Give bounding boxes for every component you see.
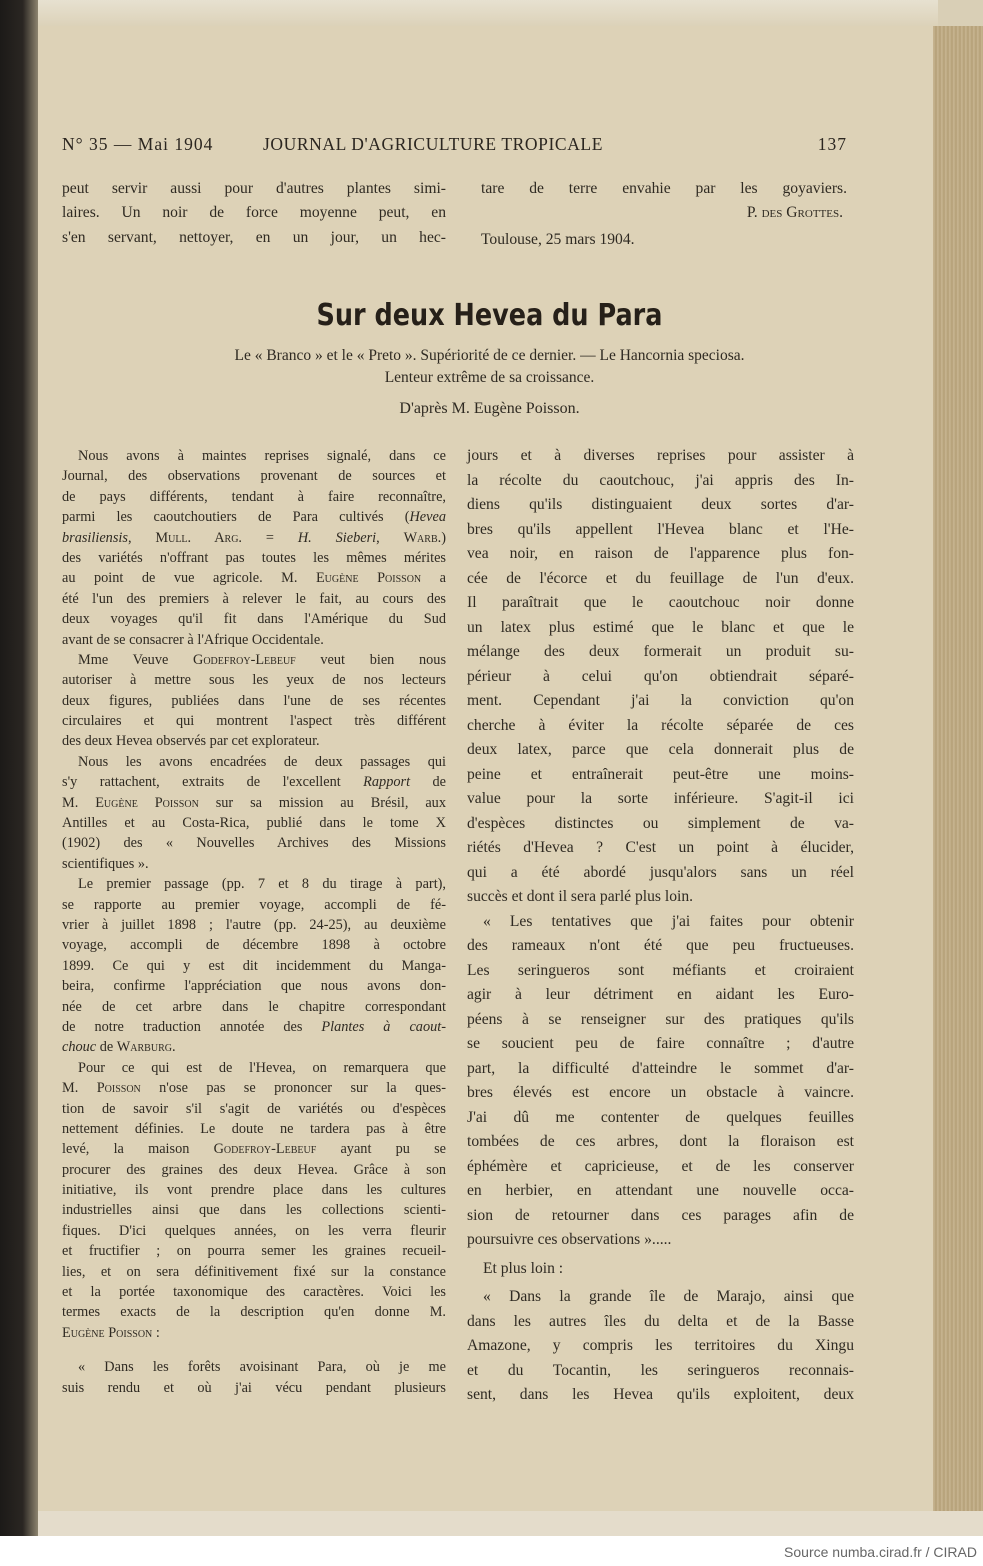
text-line: Le premier passage (pp. 7 et 8 du tirage à part), bbox=[78, 876, 446, 893]
page-top-edge bbox=[38, 0, 938, 26]
text-line: diens qu'ils distinguaient deux sortes d'ar- bbox=[467, 496, 854, 513]
text-line: tare de terre envahie par les goyaviers. bbox=[481, 180, 847, 197]
text-line: s'y rattachent, extraits de l'excellent Rapport de bbox=[62, 774, 446, 791]
text-line: de notre traduction annotée des Plantes à caout- bbox=[62, 1018, 446, 1035]
text-line: J'ai dû me contenter de quelques feuilles bbox=[467, 1108, 854, 1126]
text-line: Et plus loin : bbox=[483, 1259, 564, 1277]
text-line: procurer des graines des deux Hevea. Grâce à son bbox=[62, 1161, 446, 1178]
text-line: Nous avons à maintes reprises signalé, dans ce bbox=[78, 448, 446, 464]
text-line: deux figures, publiées dans l'une de ses récentes bbox=[62, 692, 446, 709]
text-line: des deux Hevea observés par cet explorateur. bbox=[62, 733, 320, 750]
text-line: dans les autres îles du delta et de la Basse bbox=[467, 1312, 854, 1330]
text-line: sent, dans les Hevea qu'ils exploitent, deux bbox=[467, 1386, 854, 1403]
small-caps-text: Warburg bbox=[116, 1039, 172, 1056]
text-line: ment. Cependant j'ai la conviction qu'on bbox=[467, 692, 854, 709]
text-line: de pays différents, tendant à faire reconnaître, bbox=[62, 488, 446, 505]
text-line: poursuivre ces observations »..... bbox=[467, 1231, 672, 1248]
right-column bbox=[467, 444, 854, 1408]
text-line: autoriser à mettre sous les yeux de nos lecteurs bbox=[62, 672, 446, 689]
text-line: agir à leur détriment en aidant les Euro- bbox=[467, 986, 854, 1003]
page-bottom-edge bbox=[38, 1511, 983, 1536]
text-line: été l'un des premiers à relever le fait, au cours des bbox=[62, 590, 446, 607]
text-line: Mme Veuve Godefroy-Lebeuf veut bien nous bbox=[78, 651, 447, 668]
previous-article-right bbox=[481, 177, 847, 252]
text-line: péens à se renseigner sur des pratiques qu'ils bbox=[467, 1010, 854, 1028]
text-line: Journal, des observations provenant de sources et bbox=[62, 468, 446, 485]
text-line: un latex plus estimé que le blanc et que le bbox=[467, 618, 854, 636]
article-title: Sur deux Hevea du Para bbox=[316, 298, 663, 333]
text-line: qui a été abordé jusqu'alors sans un réel bbox=[467, 863, 854, 881]
running-header bbox=[62, 134, 847, 158]
text-line: scientifiques ». bbox=[62, 855, 149, 872]
text-line: cée de l'écorce et du feuillage de l'un d'eux. bbox=[467, 569, 854, 587]
text-line: M. Poisson n'ose pas se prononcer sur la ques- bbox=[62, 1080, 446, 1097]
dateline: Toulouse, 25 mars 1904. bbox=[481, 230, 635, 248]
text-line: des variétés n'offrant pas toutes les mêmes mérites bbox=[62, 549, 446, 566]
text-line: lies, et on sera définitivement fixé sur la constance bbox=[62, 1263, 446, 1280]
italic-text: Rapport bbox=[363, 774, 411, 791]
text-line: termes exacts de la description qu'en donne M. bbox=[62, 1304, 446, 1321]
small-caps-text: Eugène Poisson bbox=[315, 570, 422, 587]
article-subtitle: Le « Branco » et le « Preto ». Supériorité de ce dernier. — Le Hancornia speciosa. bbox=[234, 347, 745, 364]
text-line: Pour ce qui est de l'Hevea, on remarquera que bbox=[78, 1059, 446, 1076]
text-line: part, la difficulté d'atteindre le sommet d'ar- bbox=[467, 1059, 854, 1077]
binding-edge bbox=[0, 0, 38, 1536]
text-line: parmi les caoutchoutiers de Para cultivés (Hevea bbox=[62, 509, 446, 526]
text-line: bres qu'ils appellent l'Hevea blanc et l'He- bbox=[467, 520, 854, 538]
text-line: peut servir aussi pour d'autres plantes simi- bbox=[62, 180, 446, 197]
text-line: née de cet arbre dans le chapitre correspondant bbox=[62, 998, 446, 1015]
small-caps-text: Eugène Poisson bbox=[95, 794, 199, 811]
text-line: des rameaux n'ont été que peu fructueuses. bbox=[467, 937, 854, 954]
text-line: s'en servant, nettoyer, en un jour, un hec- bbox=[62, 228, 446, 246]
italic-text: brasiliensis bbox=[62, 529, 128, 546]
small-caps-text: Poisson bbox=[96, 1080, 141, 1097]
text-line: vrier à juillet 1898 ; l'autre (pp. 24-25), au deuxième bbox=[62, 916, 446, 933]
text-line: chouc de Warburg. bbox=[62, 1039, 176, 1056]
text-line: vea noir, en raison de l'apparence plus fon- bbox=[467, 545, 854, 562]
text-line: M. Eugène Poisson sur sa mission au Brésil, aux bbox=[62, 794, 446, 811]
article-subtitle: Lenteur extrême de sa croissance. bbox=[384, 369, 595, 386]
italic-text: Plantes à caout- bbox=[321, 1018, 446, 1035]
text-line: « Les tentatives que j'ai faites pour obtenir bbox=[483, 912, 854, 930]
text-line: industrielles ainsi que dans les collections scienti- bbox=[62, 1202, 446, 1219]
text-line: tion de savoir s'il s'agit de variétés ou d'espèces bbox=[62, 1100, 446, 1117]
text-line: éphémère et capricieuse, et de les conserver bbox=[467, 1157, 854, 1175]
text-line: « Dans les forêts avoisinant Para, où je me bbox=[78, 1359, 446, 1376]
text-line: avant de se consacrer à l'Afrique Occidentale. bbox=[62, 631, 324, 648]
text-line: deux voyages qu'il fit dans l'Amérique du Sud bbox=[62, 611, 446, 628]
italic-text: chouc bbox=[62, 1039, 97, 1056]
text-line: Antilles et au Costa-Rica, publié dans le tome X bbox=[62, 815, 446, 832]
text-line: cherche à éviter la récolte séparée de ces bbox=[467, 716, 854, 734]
text-line: tombées de ces arbres, dont la floraison est bbox=[467, 1133, 854, 1150]
small-caps-text: Mull. Arg. bbox=[155, 529, 242, 546]
issue-date: N° 35 — Mai 1904 bbox=[62, 134, 214, 154]
text-line: d'espèces distinctes ou simplement de va- bbox=[467, 814, 854, 832]
text-line: initiative, ils vont prendre place dans les cultures bbox=[62, 1182, 446, 1199]
text-line: succès et dont il sera parlé plus loin. bbox=[467, 888, 694, 905]
previous-article-left bbox=[62, 177, 446, 250]
text-line: nettement définies. Le doute ne tardera pas à être bbox=[62, 1120, 446, 1137]
text-line: Il paraîtrait que le caoutchouc noir donne bbox=[467, 594, 854, 611]
article-byline: D'après M. Eugène Poisson. bbox=[399, 400, 580, 417]
text-line: fiques. D'ici quelques années, on les verra fleurir bbox=[62, 1222, 446, 1239]
text-line: jours et à diverses reprises pour assister à bbox=[467, 447, 854, 464]
text-line: deux latex, parce que cela donnerait plus de bbox=[467, 741, 854, 758]
page-stack-edge bbox=[930, 26, 983, 1511]
text-line: « Dans la grande île de Marajo, ainsi que bbox=[483, 1288, 854, 1305]
page bbox=[38, 26, 933, 1511]
text-line: se soucient peu de faire connaître ; d'autre bbox=[467, 1035, 854, 1052]
source-credit: Source numba.cirad.fr / CIRAD bbox=[784, 1544, 977, 1560]
text-line: Eugène Poisson : bbox=[62, 1324, 160, 1341]
left-column bbox=[62, 446, 446, 1398]
italic-text: Hevea bbox=[409, 509, 446, 526]
italic-text: H. Sieberi bbox=[297, 529, 377, 546]
small-caps-text: Godefroy-Lebeuf bbox=[213, 1141, 317, 1158]
text-line: en herbier, en attendant une nouvelle occa- bbox=[467, 1182, 854, 1199]
text-line: sion de retourner dans ces parages afin de bbox=[467, 1206, 854, 1224]
text-line: voyage, accompli de décembre 1898 à octobre bbox=[62, 937, 446, 954]
text-line: suis rendu et où j'ai vécu pendant plusieurs bbox=[62, 1379, 446, 1396]
text-line: value pour la sorte inférieure. S'agit-il ici bbox=[467, 790, 854, 807]
text-line: mélange des deux formerait un produit su- bbox=[467, 643, 854, 660]
small-caps-text: Warb. bbox=[403, 529, 442, 546]
text-line: circulaires et qui montrent l'aspect très différent bbox=[62, 713, 446, 730]
author-signature: P. des Grottes. bbox=[746, 204, 843, 222]
text-line: 1899. Ce qui y est dit incidemment du Manga- bbox=[62, 957, 446, 974]
text-line: Nous les avons encadrées de deux passages qui bbox=[78, 753, 446, 770]
text-line: laires. Un noir de force moyenne peut, en bbox=[62, 204, 446, 222]
text-line: périeur à celui qu'on obtiendrait séparé- bbox=[467, 667, 854, 685]
small-caps-text: Godefroy-Lebeuf bbox=[193, 651, 296, 668]
journal-title: JOURNAL D'AGRICULTURE TROPICALE bbox=[263, 134, 604, 154]
text-line: (1902) des « Nouvelles Archives des Missions bbox=[62, 835, 446, 852]
text-line: et la portée taxonomique des caractères. Voici les bbox=[62, 1284, 446, 1301]
text-line: se rapporte au premier voyage, accompli de fé- bbox=[62, 896, 446, 913]
text-line: bres élevés est encore un obstacle à vaincre. bbox=[467, 1084, 854, 1101]
text-line: levé, la maison Godefroy-Lebeuf ayant pu se bbox=[62, 1141, 446, 1158]
text-line: au point de vue agricole. M. Eugène Poisson a bbox=[62, 570, 447, 587]
text-line: Amazone, y compris les territoires du Xingu bbox=[467, 1337, 854, 1354]
page-number: 137 bbox=[817, 134, 847, 154]
small-caps-text: Eugène Poisson bbox=[62, 1324, 153, 1341]
text-line: la récolte du caoutchouc, j'ai appris des In- bbox=[467, 471, 854, 489]
text-line: et fructifier ; on pourra semer les graines recueil- bbox=[62, 1243, 446, 1260]
text-line: brasiliensis, Mull. Arg. = H. Sieberi, Warb.) bbox=[62, 529, 446, 546]
text-line: beira, confirme l'appréciation que nous avons don- bbox=[62, 978, 446, 995]
text-line: et du Tocantin, les seringueros reconnais- bbox=[467, 1361, 854, 1379]
text-line: Les seringueros sont méfiants et croiraient bbox=[467, 961, 854, 979]
text-line: peine et entraînerait peut-être une moins- bbox=[467, 765, 854, 783]
text-line: riétés d'Hevea ? C'est un point à élucider, bbox=[467, 839, 854, 856]
